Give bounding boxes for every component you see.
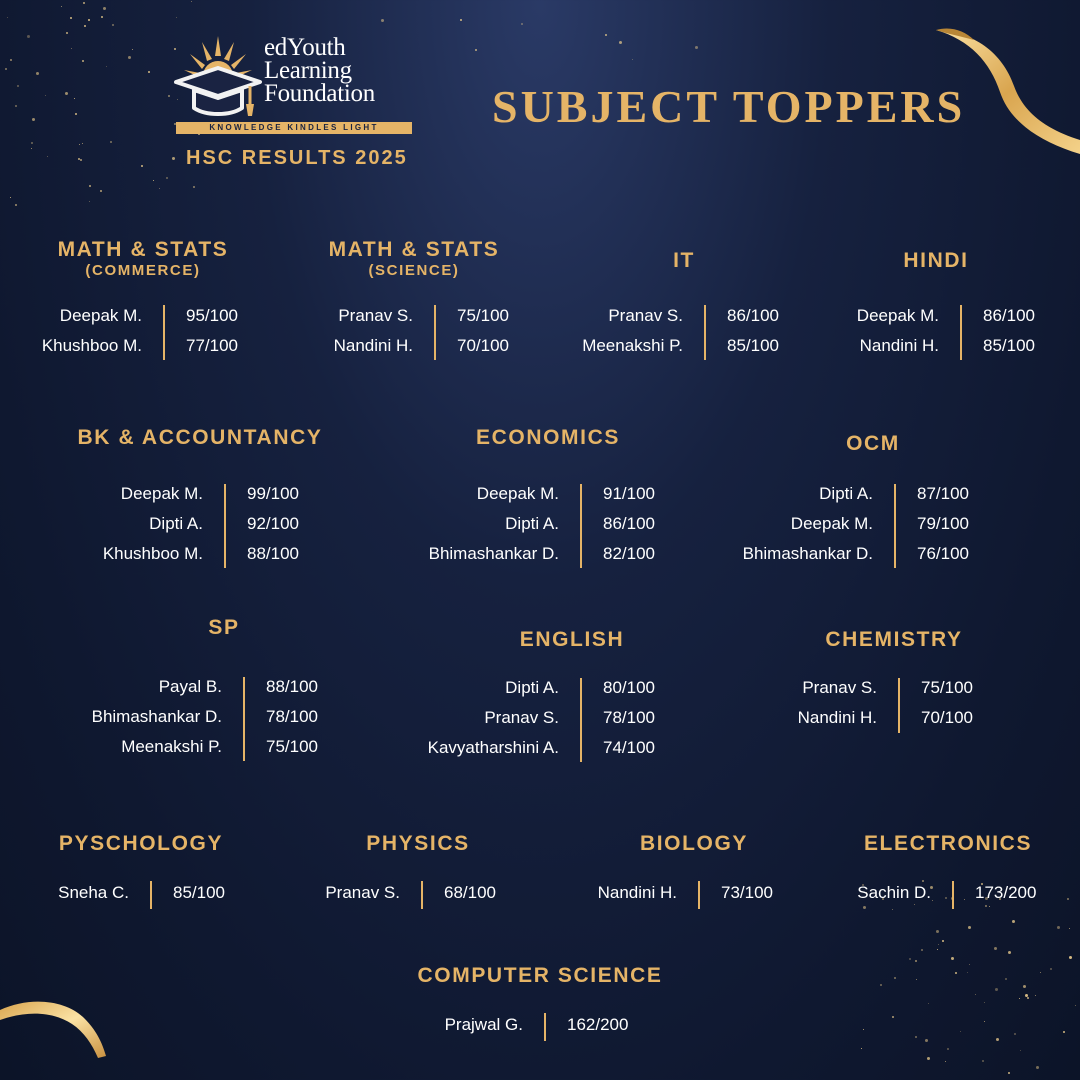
topper-name: Payal B.	[158, 677, 222, 696]
sparkle-dot	[36, 72, 39, 75]
column-divider	[952, 881, 954, 909]
logo-tagline: KNOWLEDGE KINDLES LIGHT	[176, 122, 412, 134]
column-divider	[224, 484, 226, 568]
topper-score: 88/100	[247, 544, 299, 563]
sparkle-dot	[995, 988, 998, 991]
sparkle-dot	[79, 144, 80, 145]
subject-title	[520, 628, 625, 652]
topper-score: 70/100	[457, 336, 509, 355]
subject-subtitle: (SCIENCE)	[368, 262, 460, 279]
sparkle-dot	[1069, 956, 1072, 959]
sparkle-dot	[141, 165, 143, 167]
subject-name: SP	[208, 616, 240, 639]
sparkle-dot	[475, 49, 477, 51]
topper-name: Khushboo M.	[102, 544, 203, 563]
sparkle-dot	[1014, 1033, 1016, 1035]
topper-score: 77/100	[186, 336, 238, 355]
subject-name: OCM	[846, 432, 900, 455]
topper-score: 91/100	[603, 484, 655, 503]
topper-name: Pranav S.	[484, 708, 559, 727]
subject-name: ENGLISH	[519, 628, 625, 651]
topper-name: Deepak M.	[120, 484, 203, 503]
topper-name: Dipti A.	[149, 514, 203, 533]
topper-name: Pranav S.	[608, 306, 683, 325]
logo	[172, 32, 422, 142]
sparkle-dot	[1008, 951, 1011, 954]
sparkle-dot	[1067, 898, 1069, 900]
sparkle-dot	[1057, 926, 1060, 929]
sparkle-dot	[101, 16, 103, 18]
sparkle-dot	[110, 141, 112, 143]
sparkle-dot	[1040, 972, 1041, 973]
subject-title	[366, 832, 469, 856]
sparkle-dot	[27, 35, 30, 38]
topper-score: 173/200	[975, 883, 1037, 902]
results-label: HSC RESULTS 2025	[186, 147, 408, 169]
sparkle-dot	[168, 95, 170, 97]
sparkle-dot	[932, 900, 933, 901]
sparkle-dot	[921, 949, 923, 951]
topper-name: Deepak M.	[476, 484, 559, 503]
topper-name: Bhimashankar D.	[91, 707, 222, 726]
sparkle-dot	[45, 95, 46, 96]
subject-title	[640, 832, 748, 856]
sparkle-dot	[967, 972, 968, 973]
topper-score: 82/100	[603, 544, 655, 563]
sparkle-dot	[172, 157, 175, 160]
sparkle-dot	[915, 960, 917, 962]
sparkle-dot	[975, 994, 976, 995]
sparkle-dot	[10, 59, 12, 61]
sparkle-dot	[31, 148, 32, 149]
sparkle-dot	[191, 1, 192, 2]
sparkle-dot	[89, 201, 90, 202]
topper-name: Bhimashankar D.	[742, 544, 873, 563]
sparkle-dot	[964, 899, 965, 900]
sparkle-dot	[82, 60, 84, 62]
topper-score: 75/100	[266, 737, 318, 756]
logo-name	[264, 36, 375, 105]
column-divider	[894, 484, 896, 568]
topper-name: Dipti A.	[505, 678, 559, 697]
topper-score: 85/100	[173, 883, 225, 902]
sparkle-dot	[938, 944, 939, 945]
topper-score: 87/100	[917, 484, 969, 503]
subject-name: ECONOMICS	[476, 426, 620, 449]
sparkle-dot	[70, 17, 72, 19]
topper-name: Bhimashankar D.	[428, 544, 559, 563]
sparkle-dot	[84, 25, 86, 27]
topper-score: 70/100	[921, 708, 973, 727]
sparkle-dot	[951, 957, 954, 960]
page-title: SUBJECT TOPPERS	[492, 81, 966, 132]
sparkle-dot	[695, 46, 698, 49]
subject-title	[59, 832, 223, 856]
subject-title	[846, 432, 900, 456]
subject-subtitle: (COMMERCE)	[85, 262, 201, 279]
sparkle-dot	[66, 32, 68, 34]
sparkle-dot	[945, 897, 947, 899]
subject-name: PHYSICS	[366, 832, 470, 855]
subject-name: BIOLOGY	[639, 832, 749, 855]
topper-score: 85/100	[983, 336, 1035, 355]
sparkle-dot	[176, 17, 177, 18]
topper-name: Nandini H.	[797, 708, 877, 727]
topper-name: Nandini H.	[333, 336, 413, 355]
sparkle-dot	[166, 177, 168, 179]
topper-score: 88/100	[266, 677, 318, 696]
topper-score: 86/100	[603, 514, 655, 533]
sparkle-dot	[1050, 968, 1052, 970]
topper-score: 95/100	[186, 306, 238, 325]
sparkle-dot	[942, 940, 944, 942]
subject-title	[418, 964, 663, 988]
topper-name: Nandini H.	[859, 336, 939, 355]
topper-score: 162/200	[567, 1015, 629, 1034]
topper-name: Sneha C.	[58, 883, 129, 902]
sparkle-dot	[148, 71, 150, 73]
sparkle-dot	[915, 1036, 917, 1038]
sparkle-dot	[1069, 928, 1070, 929]
topper-name: Deepak M.	[856, 306, 939, 325]
topper-name: Khushboo M.	[41, 336, 142, 355]
sparkle-dot	[521, 23, 523, 25]
subject-name: COMPUTER SCIENCE	[417, 964, 663, 987]
topper-name: Kavyatharshini A.	[427, 738, 559, 757]
column-divider	[580, 484, 582, 568]
column-divider	[960, 305, 962, 360]
ribbon-bottom-left	[0, 996, 110, 1060]
subject-name: BK & ACCOUNTANCY	[77, 426, 323, 449]
logo-line-2: Learning	[264, 57, 352, 84]
sparkle-dot	[937, 949, 938, 950]
sparkle-dot	[112, 24, 114, 26]
subject-name: CHEMISTRY	[825, 628, 963, 651]
sparkle-dot	[632, 59, 633, 60]
sparkle-dot	[1036, 1066, 1039, 1069]
sparkle-dot	[1005, 978, 1007, 980]
sparkle-dot	[10, 197, 11, 198]
sparkle-dot	[619, 41, 622, 44]
sparkle-dot	[927, 1057, 930, 1060]
subject-name: PYSCHOLOGY	[58, 832, 224, 855]
sparkle-dot	[994, 947, 997, 950]
topper-score: 79/100	[917, 514, 969, 533]
topper-score: 75/100	[457, 306, 509, 325]
sparkle-dot	[863, 1029, 864, 1030]
topper-score: 73/100	[721, 883, 773, 902]
subject-title	[58, 238, 229, 280]
sparkle-dot	[928, 1003, 929, 1004]
sparkle-dot	[82, 143, 83, 144]
topper-score: 76/100	[917, 544, 969, 563]
sparkle-dot	[880, 984, 882, 986]
sparkle-dot	[984, 1021, 985, 1022]
sparkle-dot	[5, 68, 7, 70]
subject-name: IT	[673, 249, 695, 272]
topper-name: Deepak M.	[790, 514, 873, 533]
column-divider	[421, 881, 423, 909]
sparkle-dot	[936, 930, 939, 933]
sparkle-dot	[1075, 1005, 1076, 1006]
sparkle-dot	[100, 190, 102, 192]
subject-name: MATH & STATS	[57, 238, 229, 261]
sparkle-dot	[15, 204, 17, 206]
sparkle-dot	[1012, 920, 1015, 923]
column-divider	[704, 305, 706, 360]
sparkle-dot	[945, 1061, 946, 1062]
topper-score: 86/100	[727, 306, 779, 325]
sparkle-dot	[7, 17, 8, 18]
sparkle-dot	[1020, 1050, 1021, 1051]
sparkle-dot	[17, 85, 19, 87]
topper-score: 68/100	[444, 883, 496, 902]
subject-name: ELECTRONICS	[863, 832, 1033, 855]
sparkle-dot	[153, 180, 154, 181]
sparkle-dot	[15, 105, 17, 107]
column-divider	[163, 305, 165, 360]
sparkle-dot	[193, 186, 195, 188]
sparkle-dot	[1023, 985, 1026, 988]
subject-title	[673, 249, 695, 273]
sparkle-dot	[31, 142, 33, 144]
sparkle-dot	[65, 92, 68, 95]
sparkle-dot	[80, 159, 82, 161]
subject-title	[825, 628, 962, 652]
sparkle-dot	[83, 2, 85, 4]
topper-name: Dipti A.	[505, 514, 559, 533]
sparkle-dot	[947, 1048, 949, 1050]
sparkle-dot	[960, 1031, 961, 1032]
sparkle-dot	[75, 113, 77, 115]
sparkle-dot	[1027, 997, 1029, 999]
sparkle-dot	[984, 1002, 985, 1003]
topper-score: 85/100	[727, 336, 779, 355]
column-divider	[434, 305, 436, 360]
sparkle-dot	[1019, 998, 1020, 999]
topper-score: 78/100	[266, 707, 318, 726]
subject-title	[78, 426, 323, 450]
sparkle-dot	[89, 185, 91, 187]
topper-name: Nandini H.	[597, 883, 677, 902]
sparkle-dot	[1035, 995, 1036, 996]
sparkle-dot	[460, 19, 462, 21]
sparkle-dot	[916, 979, 917, 980]
column-divider	[898, 678, 900, 733]
topper-score: 74/100	[603, 738, 655, 757]
sparkle-dot	[909, 958, 911, 960]
subject-title	[329, 238, 500, 280]
sparkle-dot	[894, 977, 896, 979]
topper-name: Dipti A.	[819, 484, 873, 503]
logo-line-1: edYouth	[264, 34, 346, 61]
subject-title	[903, 249, 968, 273]
sparkle-dot	[132, 49, 133, 50]
subject-name: MATH & STATS	[328, 238, 500, 261]
sparkle-dot	[32, 118, 35, 121]
topper-score: 92/100	[247, 514, 299, 533]
subject-title	[208, 616, 239, 640]
column-divider	[580, 678, 582, 762]
subject-name: HINDI	[903, 249, 969, 272]
sparkle-dot	[74, 98, 75, 99]
graduation-cap-sun-icon	[172, 32, 266, 122]
topper-name: Prajwal G.	[444, 1015, 523, 1034]
sparkle-dot	[106, 66, 107, 67]
column-divider	[544, 1013, 546, 1041]
sparkle-dot	[128, 56, 131, 59]
column-divider	[150, 881, 152, 909]
sparkle-dot	[159, 188, 160, 189]
sparkle-dot	[968, 926, 971, 929]
topper-score: 80/100	[603, 678, 655, 697]
sparkle-dot	[892, 1016, 894, 1018]
sparkle-dot	[47, 156, 48, 157]
subject-title	[476, 426, 620, 450]
topper-name: Pranav S.	[802, 678, 877, 697]
sparkle-dot	[996, 1038, 999, 1041]
topper-score: 86/100	[983, 306, 1035, 325]
sparkle-dot	[103, 7, 106, 10]
sparkle-dot	[892, 909, 893, 910]
topper-name: Meenakshi P.	[582, 336, 683, 355]
topper-name: Deepak M.	[59, 306, 142, 325]
topper-name: Sachin D.	[857, 883, 931, 902]
sparkle-dot	[861, 1048, 862, 1049]
sparkle-dot	[381, 19, 384, 22]
sparkle-dot	[71, 48, 72, 49]
sparkle-dot	[1008, 1072, 1010, 1074]
topper-name: Meenakshi P.	[121, 737, 222, 756]
sparkle-dot	[969, 964, 970, 965]
topper-score: 99/100	[247, 484, 299, 503]
sparkle-dot	[88, 19, 90, 21]
sparkle-dot	[605, 34, 607, 36]
topper-name: Pranav S.	[325, 883, 400, 902]
sparkle-dot	[925, 1039, 928, 1042]
subject-title	[864, 832, 1032, 856]
topper-name: Pranav S.	[338, 306, 413, 325]
sparkle-dot	[61, 6, 62, 7]
sparkle-dot	[1063, 1031, 1065, 1033]
sparkle-dot	[955, 972, 957, 974]
topper-score: 78/100	[603, 708, 655, 727]
column-divider	[698, 881, 700, 909]
topper-score: 75/100	[921, 678, 973, 697]
column-divider	[243, 677, 245, 761]
sparkle-dot	[982, 1060, 984, 1062]
logo-line-3: Foundation	[264, 80, 375, 107]
